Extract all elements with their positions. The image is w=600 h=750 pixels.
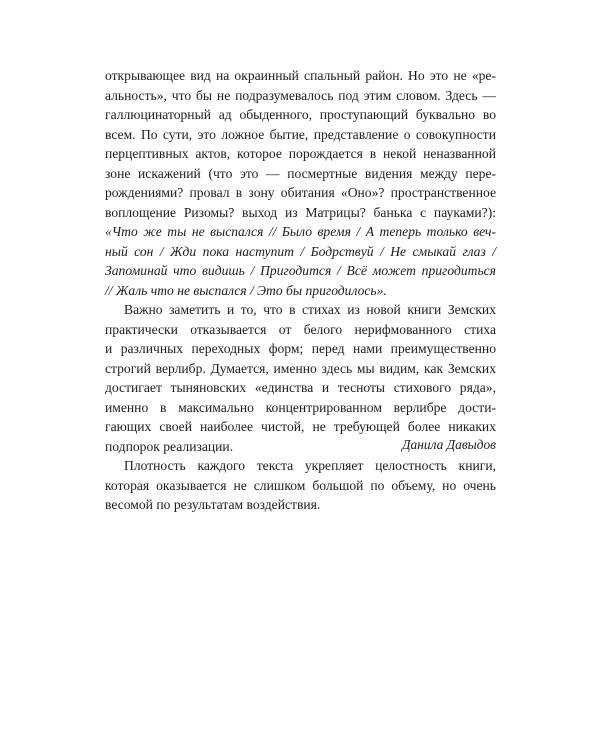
quote-line: Запоминай что видишь / Пригодится / Всё может пригодиться: [105, 263, 496, 278]
quote-line: «Что же ты не выспался // Было время / А теперь только веч-: [105, 224, 496, 239]
text-line: именно в максимально концентрированном верлибре дости-: [105, 399, 496, 415]
text-line: строгий верлибр. Думается, именно здесь мы видим, как Земских: [105, 360, 496, 376]
text-line: всем. По сути, это ложное бытие, представление о совокупности: [105, 126, 496, 142]
text-line: рождениями? провал в зону обитания «Оно»? пространственное: [105, 185, 496, 200]
text-line: весомой по результатам воздействия.: [105, 497, 321, 512]
text-line: воплощение Ризомы? выход из Матрицы? банька с пауками?):: [105, 204, 496, 220]
text-line: галлюцинаторный ад обыденного, проступающий буквально во: [105, 107, 496, 122]
text-line: перцептивных актов, которое порождается в некой неназванной: [105, 146, 496, 161]
text-line: Важно заметить и то, что в стихах из новой книги Земских: [124, 302, 496, 317]
text-line: открывающее вид на окраинный спальный район. Но это не «ре-: [105, 68, 496, 83]
text-line: Плотность каждого текста укрепляет целостность книги,: [124, 458, 496, 473]
author-signature: Данила Давыдов: [402, 437, 496, 452]
paragraph-2: [105, 300, 496, 456]
text-line: гающих своей наиболее чистой, не требующей более никаких: [105, 419, 496, 434]
text-line: и различных переходных форм; перед нами преимущественно: [105, 341, 496, 356]
text-line: зоне искажений (что это — посмертные видения между пере-: [105, 165, 496, 181]
text-line: альность», что бы не подразумевалось под этим словом. Здесь —: [105, 87, 496, 103]
paragraph-3: [105, 456, 496, 515]
text-line: достигает тыняновских «единства и тесноты стихового ряда»,: [105, 380, 496, 395]
quote-line: ный сон / Жди пока наступит / Бодрствуй / Не смыкай глаз /: [105, 243, 496, 259]
text-line: практически отказывается от белого нерифмованного стиха: [105, 321, 496, 337]
paragraph-1: [105, 66, 496, 300]
quote-line: // Жаль что не выспался / Это бы пригодилось».: [105, 282, 387, 298]
text-line: подпорок реализации.: [105, 438, 234, 454]
text-line: которая оказывается не слишком большой по объему, но очень: [105, 477, 496, 493]
